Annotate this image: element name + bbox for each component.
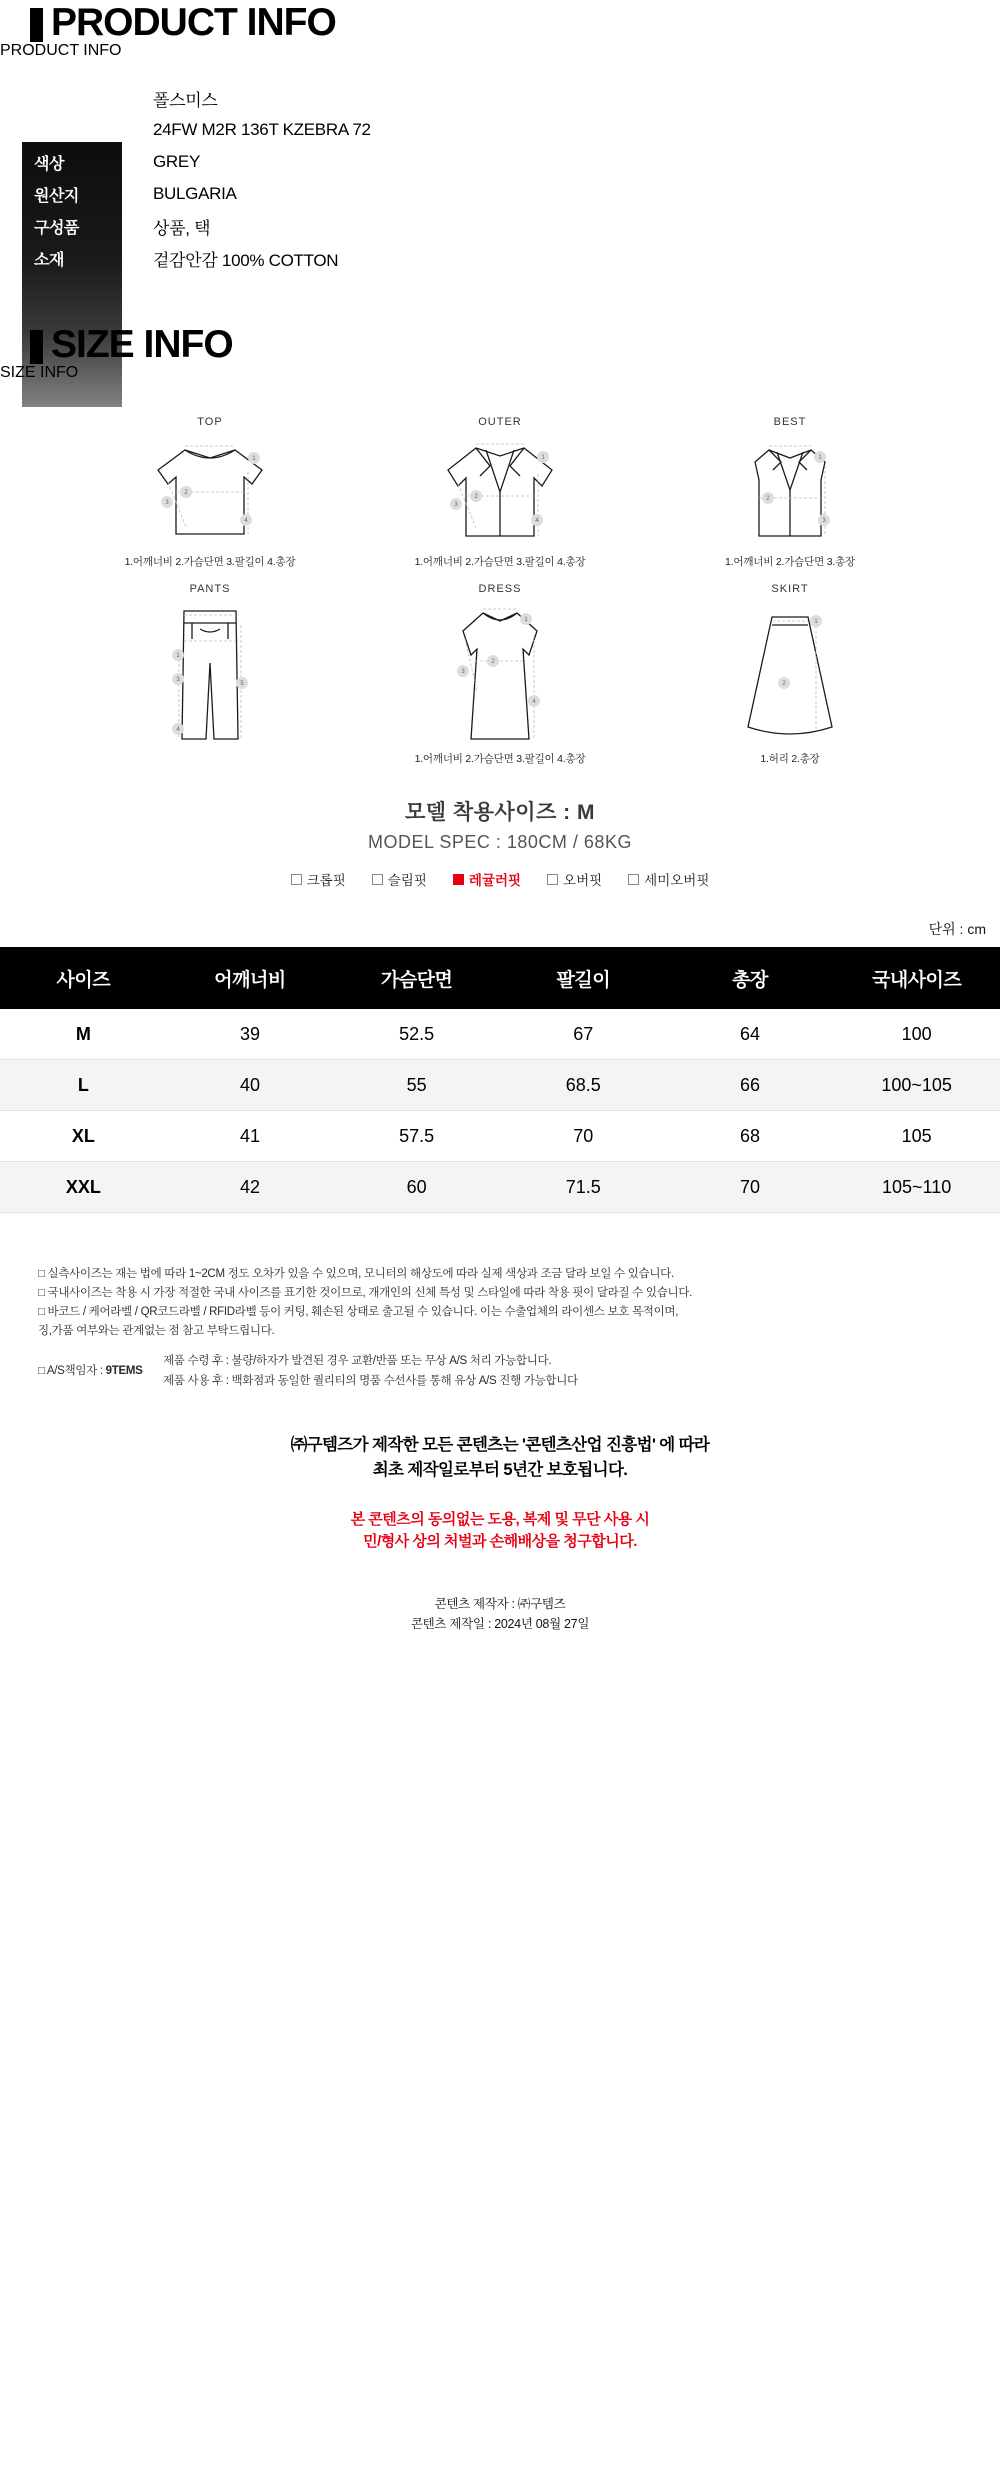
table-row — [22, 210, 598, 242]
diagram-title: TOP — [197, 416, 223, 428]
copyright-line-2: 최초 제작일로부터 5년간 보호됩니다. — [372, 1460, 628, 1479]
cell-chest: 52.5 — [333, 1009, 500, 1060]
svg-text:2: 2 — [766, 496, 770, 502]
size-table-header-row — [0, 947, 1000, 1009]
col-header-chest: 가슴단면 — [333, 947, 500, 1009]
svg-text:2: 2 — [184, 490, 188, 496]
row-label: 소재 — [34, 251, 64, 269]
diagram-dress — [385, 583, 615, 766]
copyright-line-1: ㈜구템즈가 제작한 모든 콘텐츠는 '콘텐츠산업 진흥법' 에 따라 — [290, 1436, 710, 1455]
cell-size: XXL — [0, 1162, 167, 1213]
pants-garment-icon — [140, 599, 280, 749]
fit-option-over[interactable] — [547, 869, 602, 889]
row-label: 모델코드 — [34, 123, 94, 141]
copyright-block — [0, 1433, 1000, 1483]
table-row — [0, 1060, 1000, 1111]
heading-bar — [30, 330, 43, 364]
model-spec — [0, 796, 1000, 853]
table-row — [22, 114, 598, 146]
cell-chest: 55 — [333, 1060, 500, 1111]
notice-line: 징,가품 여부와는 관계없는 점 참고 부탁드립니다. — [38, 1324, 275, 1337]
notice-line: □ 국내사이즈는 착용 시 가장 적절한 국내 사이즈를 표기한 것이므로, 개개인의 신체 특성 및 스타일에 따라 착용 핏이 달라질 수 있습니다. — [38, 1286, 693, 1299]
svg-text:3: 3 — [165, 500, 169, 506]
col-header-length: 총장 — [667, 947, 834, 1009]
maker-info — [0, 1594, 1000, 1652]
svg-text:3: 3 — [822, 518, 826, 524]
section-head-product-info — [0, 1, 1000, 44]
size-info-header — [0, 323, 1000, 382]
checkbox-icon[interactable] — [628, 874, 639, 885]
diagram-caption: 1.어깨너비 2.가슴단면 3.팔길이 4.총장 — [124, 556, 296, 568]
cell-shoulder: 41 — [167, 1111, 334, 1162]
col-header-sleeve: 팔길이 — [500, 947, 667, 1009]
svg-text:1: 1 — [818, 455, 822, 461]
unit-label: 단위 : cm — [928, 921, 986, 937]
page-title-shadow: PRODUCT INFO — [0, 42, 122, 59]
cell-length: 70 — [667, 1162, 834, 1213]
checkbox-icon[interactable] — [547, 874, 558, 885]
page-title: PRODUCT INFO — [51, 1, 336, 44]
cell-length: 68 — [667, 1111, 834, 1162]
fit-option-regular[interactable] — [453, 869, 521, 889]
checkbox-icon-checked[interactable] — [453, 874, 464, 885]
diagram-caption: 1.어깨너비 2.가슴단면 3.팔길이 4.총장 — [414, 556, 586, 568]
top-garment-icon — [140, 432, 280, 552]
as-info — [38, 1351, 968, 1391]
cell-sleeve: 70 — [500, 1111, 667, 1162]
fit-label: 크롭핏 — [306, 873, 346, 888]
svg-text:5: 5 — [240, 681, 244, 687]
svg-text:2: 2 — [491, 659, 495, 665]
cell-domestic: 105~110 — [833, 1162, 1000, 1213]
svg-text:4: 4 — [244, 518, 248, 524]
table-row — [0, 1009, 1000, 1060]
fit-label: 세미오버핏 — [644, 873, 710, 888]
svg-text:3: 3 — [461, 669, 465, 675]
fit-option-semi-over[interactable] — [628, 869, 709, 889]
fit-label: 슬림핏 — [387, 873, 427, 888]
svg-text:1: 1 — [814, 619, 818, 625]
cell-size: M — [0, 1009, 167, 1060]
checkbox-icon[interactable] — [291, 874, 302, 885]
as-label-prefix: □ A/S책임자 : — [38, 1364, 106, 1377]
diagram-top — [95, 416, 325, 569]
fit-option-crop[interactable] — [291, 869, 346, 889]
size-diagrams — [0, 416, 1000, 766]
cell-sleeve: 67 — [500, 1009, 667, 1060]
table-row — [0, 1162, 1000, 1213]
heading-bar — [30, 8, 43, 42]
svg-text:4: 4 — [535, 518, 539, 524]
size-table — [0, 947, 1000, 1213]
row-value: BULGARIA — [153, 184, 237, 203]
svg-text:2: 2 — [782, 681, 786, 687]
row-value: GREY — [153, 152, 200, 171]
row-value: 폴스미스 — [153, 90, 218, 110]
diagram-row-1 — [95, 416, 905, 569]
as-company: 9TEMS — [105, 1364, 143, 1377]
svg-text:4: 4 — [532, 699, 536, 705]
svg-text:2: 2 — [474, 494, 478, 500]
cell-chest: 60 — [333, 1162, 500, 1213]
as-detail — [163, 1351, 578, 1391]
notice-line: □ 바코드 / 케어라벨 / QR코드라벨 / RFID라벨 등이 커팅, 훼손된 상태로 출고될 수 있습니다. 이는 수출업체의 라이센스 보호 목적이며, — [38, 1305, 679, 1318]
table-row — [22, 242, 598, 274]
section-head-size-info — [0, 323, 1000, 366]
col-header-size: 사이즈 — [0, 947, 167, 1009]
diagram-skirt — [675, 583, 905, 766]
cell-size: XL — [0, 1111, 167, 1162]
diagram-caption: 1.허리 2.총장 — [760, 753, 820, 765]
table-row — [22, 146, 598, 178]
cell-shoulder: 40 — [167, 1060, 334, 1111]
fit-option-slim[interactable] — [372, 869, 427, 889]
svg-text:4: 4 — [176, 727, 180, 733]
row-label: 색상 — [34, 155, 64, 173]
product-info-header — [0, 0, 1000, 60]
skirt-garment-icon — [720, 599, 860, 749]
cell-shoulder: 39 — [167, 1009, 334, 1060]
product-info-table — [22, 82, 598, 274]
cell-sleeve: 71.5 — [500, 1162, 667, 1213]
dress-garment-icon — [425, 599, 575, 749]
maker-line-2: 콘텐츠 제작일 : 2024년 08월 27일 — [410, 1616, 590, 1631]
table-row — [22, 82, 598, 114]
as-line: 제품 사용 후 : 백화점과 동일한 퀄리티의 명품 수선사를 통해 유상 A/S 진행 가능합니다 — [163, 1375, 578, 1387]
notice-block — [38, 1265, 968, 1391]
copyright-warning — [0, 1509, 1000, 1554]
diagram-outer — [385, 416, 615, 569]
col-header-shoulder: 어깨너비 — [167, 947, 334, 1009]
row-label: 원산지 — [34, 187, 79, 205]
cell-domestic: 105 — [833, 1111, 1000, 1162]
diagram-row-2 — [95, 583, 905, 766]
table-row — [22, 178, 598, 210]
svg-text:3: 3 — [176, 677, 180, 683]
cell-domestic: 100 — [833, 1009, 1000, 1060]
cell-length: 66 — [667, 1060, 834, 1111]
maker-line-1: 콘텐츠 제작자 : ㈜구템즈 — [434, 1596, 566, 1611]
diagram-title: DRESS — [478, 583, 522, 595]
vest-garment-icon — [725, 432, 855, 552]
diagram-title: SKIRT — [771, 583, 809, 595]
as-label — [38, 1362, 163, 1381]
diagram-best — [675, 416, 905, 569]
warning-line-1: 본 콘텐츠의 동의없는 도용, 복제 및 무단 사용 시 — [350, 1510, 650, 1528]
notice-line: □ 실측사이즈는 재는 법에 따라 1~2CM 정도 오차가 있을 수 있으며, 모니터의 해상도에 따라 실제 색상과 조금 달라 보일 수 있습니다. — [38, 1268, 674, 1280]
as-line: 제품 수령 후 : 불량/하자가 발견된 경우 교환/반품 또는 무상 A/S 처리 가능합니다. — [163, 1354, 552, 1367]
size-info-title-shadow: SIZE INFO — [0, 364, 79, 381]
svg-text:3: 3 — [454, 502, 458, 508]
svg-text:1: 1 — [541, 455, 545, 461]
cell-chest: 57.5 — [333, 1111, 500, 1162]
diagram-caption: 1.어깨너비 2.가슴단면 3.팔길이 4.총장 — [414, 753, 586, 765]
table-row — [0, 1111, 1000, 1162]
svg-text:1: 1 — [252, 456, 256, 462]
checkbox-icon[interactable] — [372, 874, 383, 885]
row-label: 구성품 — [34, 219, 79, 237]
fit-label: 레귤러핏 — [468, 873, 522, 888]
warning-line-2: 민/형사 상의 처벌과 손해배상을 청구합니다. — [363, 1533, 637, 1551]
cell-domestic: 100~105 — [833, 1060, 1000, 1111]
cell-size: L — [0, 1060, 167, 1111]
outer-garment-icon — [430, 432, 570, 552]
fit-options — [0, 869, 1000, 889]
col-header-domestic-size: 국내사이즈 — [833, 947, 1000, 1009]
size-info-title: SIZE INFO — [51, 323, 233, 366]
row-value: 24FW M2R 136T KZEBRA 72 — [153, 120, 371, 139]
diagram-caption: 1.어깨너비 2.가슴단면 3.총장 — [725, 556, 855, 568]
diagram-title: BEST — [773, 416, 807, 428]
model-spec-detail: MODEL SPEC : 180CM / 68KG — [368, 832, 632, 852]
diagram-pants — [95, 583, 325, 766]
model-size-label: 모델 착용사이즈 : M — [405, 801, 595, 824]
diagram-title: OUTER — [478, 416, 522, 428]
row-value: 겉감안감 100% COTTON — [153, 250, 339, 270]
cell-sleeve: 68.5 — [500, 1060, 667, 1111]
row-value: 상품, 택 — [153, 218, 211, 238]
svg-text:1: 1 — [524, 617, 528, 623]
row-label: 브랜드 — [34, 91, 79, 109]
diagram-title: PANTS — [189, 583, 231, 595]
fit-label: 오버핏 — [563, 873, 603, 888]
cell-shoulder: 42 — [167, 1162, 334, 1213]
svg-text:1: 1 — [176, 653, 180, 659]
cell-length: 64 — [667, 1009, 834, 1060]
